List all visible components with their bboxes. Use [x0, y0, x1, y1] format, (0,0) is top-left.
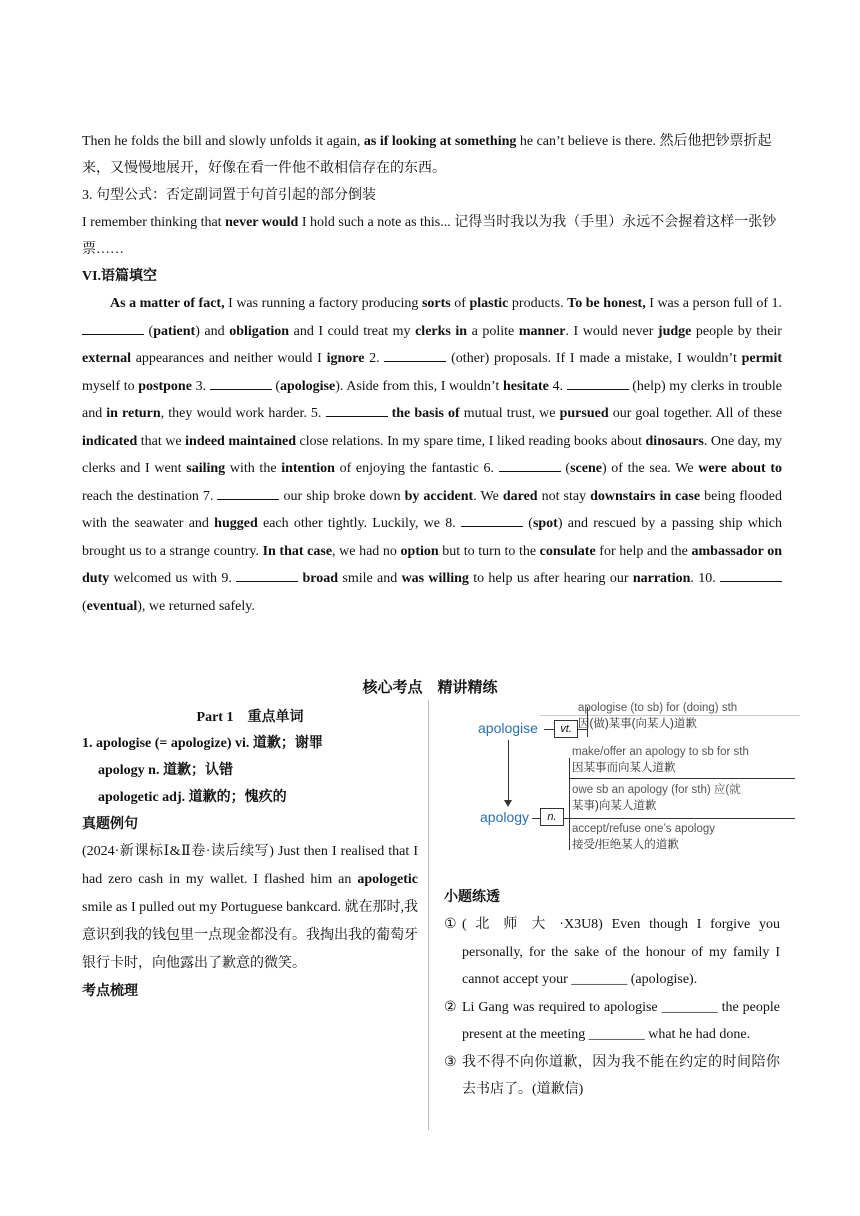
answer-blank[interactable]: [82, 322, 144, 335]
passage-text: . We: [473, 488, 503, 504]
answer-blank[interactable]: [326, 404, 388, 417]
passage-text: (: [271, 378, 280, 394]
key-word: downstairs in case: [590, 488, 701, 504]
answer-blank[interactable]: [461, 514, 523, 527]
passage-text: of enjoying the fantastic 6.: [334, 461, 499, 476]
bold-text: as if looking at something: [363, 134, 517, 149]
practice-heading: 小题练透: [444, 890, 500, 905]
usage-en: accept/refuse one’s apology: [572, 823, 715, 835]
key-word: scene: [570, 461, 602, 476]
usage-en: owe sb an apology (for sth) 应(就: [572, 784, 741, 796]
arrow-down-icon: [504, 800, 512, 807]
passage-text: being flooded with the seawater and: [82, 488, 783, 531]
passage-text: I was running a factory producing: [224, 296, 422, 311]
answer-blank[interactable]: [210, 377, 272, 390]
passage-text: appearances and neither would I: [130, 351, 327, 366]
passage-text: our ship broke down: [279, 488, 405, 504]
passage-text: . 10.: [690, 571, 721, 586]
passage-text: reach the destination 7.: [82, 488, 218, 504]
key-word: hugged: [214, 516, 258, 531]
right-column: [444, 700, 780, 1104]
passage-text: a polite: [467, 323, 519, 339]
passage-text: ) and rescued by a passing ship which brought us to a strange country.: [82, 516, 782, 559]
connector-line: [544, 729, 554, 730]
practice-item: [444, 1049, 780, 1104]
key-word: pursued: [559, 406, 609, 421]
key-word: by accident: [404, 488, 474, 504]
key-word: the basis of: [391, 406, 460, 421]
passage-text: (: [560, 461, 571, 476]
passage-text: (help) my clerks in trouble and: [82, 378, 782, 421]
connector-line: [532, 818, 540, 819]
key-word: In that case: [262, 543, 333, 559]
text: I hold such a note as this... 记得当时我以为我（手里）永远不会握着这样一张钞票……: [82, 215, 777, 257]
passage-text: products.: [508, 296, 568, 311]
passage-text: but to turn to the: [438, 543, 540, 559]
passage-text: 2.: [364, 351, 385, 366]
item-number: ②: [444, 999, 457, 1015]
passage-text: ). Aside from this, I wouldn’t: [335, 378, 503, 394]
passage-text: (other) proposals. If I made a mistake, I wouldn’t: [446, 351, 742, 366]
divider-line: [569, 818, 795, 819]
passage-text: and I could treat my: [289, 323, 416, 339]
usage-3: [572, 782, 741, 814]
key-word: ambassador on duty: [82, 543, 782, 586]
passage-text: 4.: [548, 378, 567, 394]
passage-text: . I would never: [565, 323, 658, 339]
answer-blank[interactable]: [567, 377, 629, 390]
passage-text: mutual trust, we: [459, 406, 560, 421]
practice-item: [444, 994, 780, 1049]
passage-text: ) of the sea. We: [601, 461, 699, 476]
word-family-diagram: [444, 700, 800, 860]
pos-tag: n.: [540, 808, 564, 826]
passage-text: , they would work harder. 5.: [160, 406, 326, 421]
key-word: hesitate: [502, 378, 549, 394]
usage-cn: 接受/拒绝某人的道歉: [572, 839, 679, 851]
left-column: [82, 706, 418, 1005]
key-word: spot: [532, 516, 558, 531]
passage-text: for help and the: [595, 543, 692, 559]
key-word: judge: [657, 323, 692, 339]
bold-text: never would: [225, 215, 299, 230]
key-word: option: [400, 543, 439, 559]
passage-text: not stay: [537, 488, 591, 504]
word-entry: apology n. 道歉；认错: [98, 763, 233, 778]
core-title: 核心考点 精讲精练: [362, 680, 498, 696]
key-word: broad: [302, 571, 339, 586]
usage-2: [572, 744, 749, 776]
bracket-line: [569, 758, 570, 850]
passage-text: that we: [137, 433, 186, 449]
section-heading: VI.语篇填空: [82, 269, 158, 284]
usage-en: make/offer an apology to sb for sth: [572, 746, 749, 758]
key-word: As a matter of fact,: [110, 296, 225, 311]
passage-text: each other tightly. Luckily, we 8.: [257, 516, 462, 531]
text: (2024·新课标Ⅰ&Ⅱ卷·读后续写) Just then I realised that I had zero cash in my wallet. I flashed him an: [82, 844, 418, 887]
key-word: apologise: [279, 378, 336, 394]
arrow-shaft: [508, 740, 509, 802]
word-entry: 1. apologise (= apologize) vi. 道歉；谢罪: [82, 736, 323, 751]
part-title: Part 1 重点单词: [196, 710, 304, 725]
passage-text: to help us after hearing our: [468, 571, 633, 586]
text: smile as I pulled out my Portuguese bankcard. 就在那时,我意识到我的钱包里一点现金都没有。我掏出我的葡萄牙银行卡时，向他露出了歉意的微笑。: [82, 900, 418, 971]
passage-text: close relations. In my spare time, I liked reading books about: [296, 433, 646, 449]
passage-text: with the: [225, 461, 282, 476]
practice-item: [444, 911, 780, 994]
passage-text: (: [82, 598, 87, 614]
key-word: external: [82, 351, 131, 366]
column-divider: [428, 700, 429, 1130]
key-word: narration: [632, 571, 691, 586]
passage-text: smile and: [338, 571, 402, 586]
text: I remember thinking that: [82, 215, 226, 230]
passage-text: I was a person full of 1.: [645, 296, 783, 311]
upper-section: [82, 128, 782, 620]
text: he can’t believe is there. 然后他把钞票折起来，又慢慢地展开，好像在看一件他不敢相信存在的东西。: [82, 134, 772, 176]
passage-text: ), we returned safely.: [137, 598, 255, 614]
subheading: 真题例句: [82, 817, 138, 832]
passage-text: myself to: [82, 378, 139, 394]
item-number: ③: [444, 1054, 457, 1070]
diagram-word-apologise: apologise: [478, 720, 538, 736]
pos-tag: vt.: [554, 720, 578, 738]
item-text: Li Gang was required to apologise ________ the people present at the meeting ________ what he had done.: [462, 999, 780, 1042]
key-word: obligation: [229, 323, 290, 339]
example-sentence: [82, 209, 782, 263]
passage-text: . One day, my clerks and I went: [82, 433, 782, 476]
cloze-passage: [82, 290, 782, 620]
passage-text: , we had no: [332, 543, 401, 559]
answer-blank[interactable]: [236, 569, 298, 582]
key-word: dinosaurs: [645, 433, 704, 449]
key-word: postpone: [138, 378, 192, 394]
subheading: 考点梳理: [82, 984, 138, 999]
item-text: 我不得不向你道歉，因为我不能在约定的时间陪你去书店了。(道歉信): [462, 1054, 780, 1097]
key-word: manner: [518, 323, 566, 339]
key-word: indeed maintained: [185, 433, 297, 449]
bold-text: apologetic: [357, 872, 418, 887]
passage-text: people by their: [691, 323, 782, 339]
usage-1: [578, 700, 737, 732]
key-word: intention: [281, 461, 335, 476]
text: Then he folds the bill and slowly unfolds it again,: [82, 134, 364, 149]
key-word: was willing: [401, 571, 469, 586]
key-word: indicated: [82, 433, 138, 449]
key-word: sorts: [421, 296, 451, 311]
passage-text: welcomed us with 9.: [109, 571, 237, 586]
passage-text: of: [450, 296, 470, 311]
key-word: sailing: [186, 461, 226, 476]
pattern-formula: 3. 句型公式：否定副词置于句首引起的部分倒装: [82, 188, 376, 203]
key-word: in return: [106, 406, 161, 421]
example-sentence: [82, 128, 782, 182]
passage-text: (: [523, 516, 533, 531]
passage-text: our goal together. All of these: [608, 406, 782, 421]
divider-line: [569, 778, 795, 779]
key-word: dared: [502, 488, 538, 504]
passage-text: 3.: [191, 378, 210, 394]
key-word: eventual: [86, 598, 138, 614]
diagram-word-apology: apology: [480, 809, 530, 825]
real-exam-example: [82, 838, 418, 978]
usage-en: apologise (to sb) for (doing) sth: [578, 702, 738, 714]
answer-blank[interactable]: [720, 569, 782, 582]
key-word: consulate: [539, 543, 596, 559]
passage-text: ) and: [195, 323, 230, 339]
key-word: permit: [741, 351, 783, 366]
key-word: To be honest,: [567, 296, 646, 311]
key-word: ignore: [326, 351, 365, 366]
passage-text: (: [144, 323, 154, 339]
key-word: patient: [153, 323, 196, 339]
usage-cn: 因某事而向某人道歉: [572, 762, 676, 774]
usage-cn: 某事)向某人道歉: [572, 800, 657, 812]
answer-blank[interactable]: [384, 349, 446, 362]
item-number: ①: [444, 917, 457, 932]
answer-blank[interactable]: [217, 487, 279, 500]
answer-blank[interactable]: [499, 459, 561, 472]
usage-cn: 因(做)某事(向某人)道歉: [578, 718, 697, 730]
item-text: ( 北 师 大 ·X3U8) Even though I forgive you personally, for the sake of the honour of my family I cannot accept your ________ (apologise).: [462, 917, 780, 987]
word-entry: apologetic adj. 道歉的；愧疚的: [98, 790, 287, 805]
key-word: clerks in: [415, 323, 468, 339]
key-word: plastic: [469, 296, 509, 311]
key-word: were about to: [698, 461, 782, 476]
usage-4: [572, 821, 715, 853]
